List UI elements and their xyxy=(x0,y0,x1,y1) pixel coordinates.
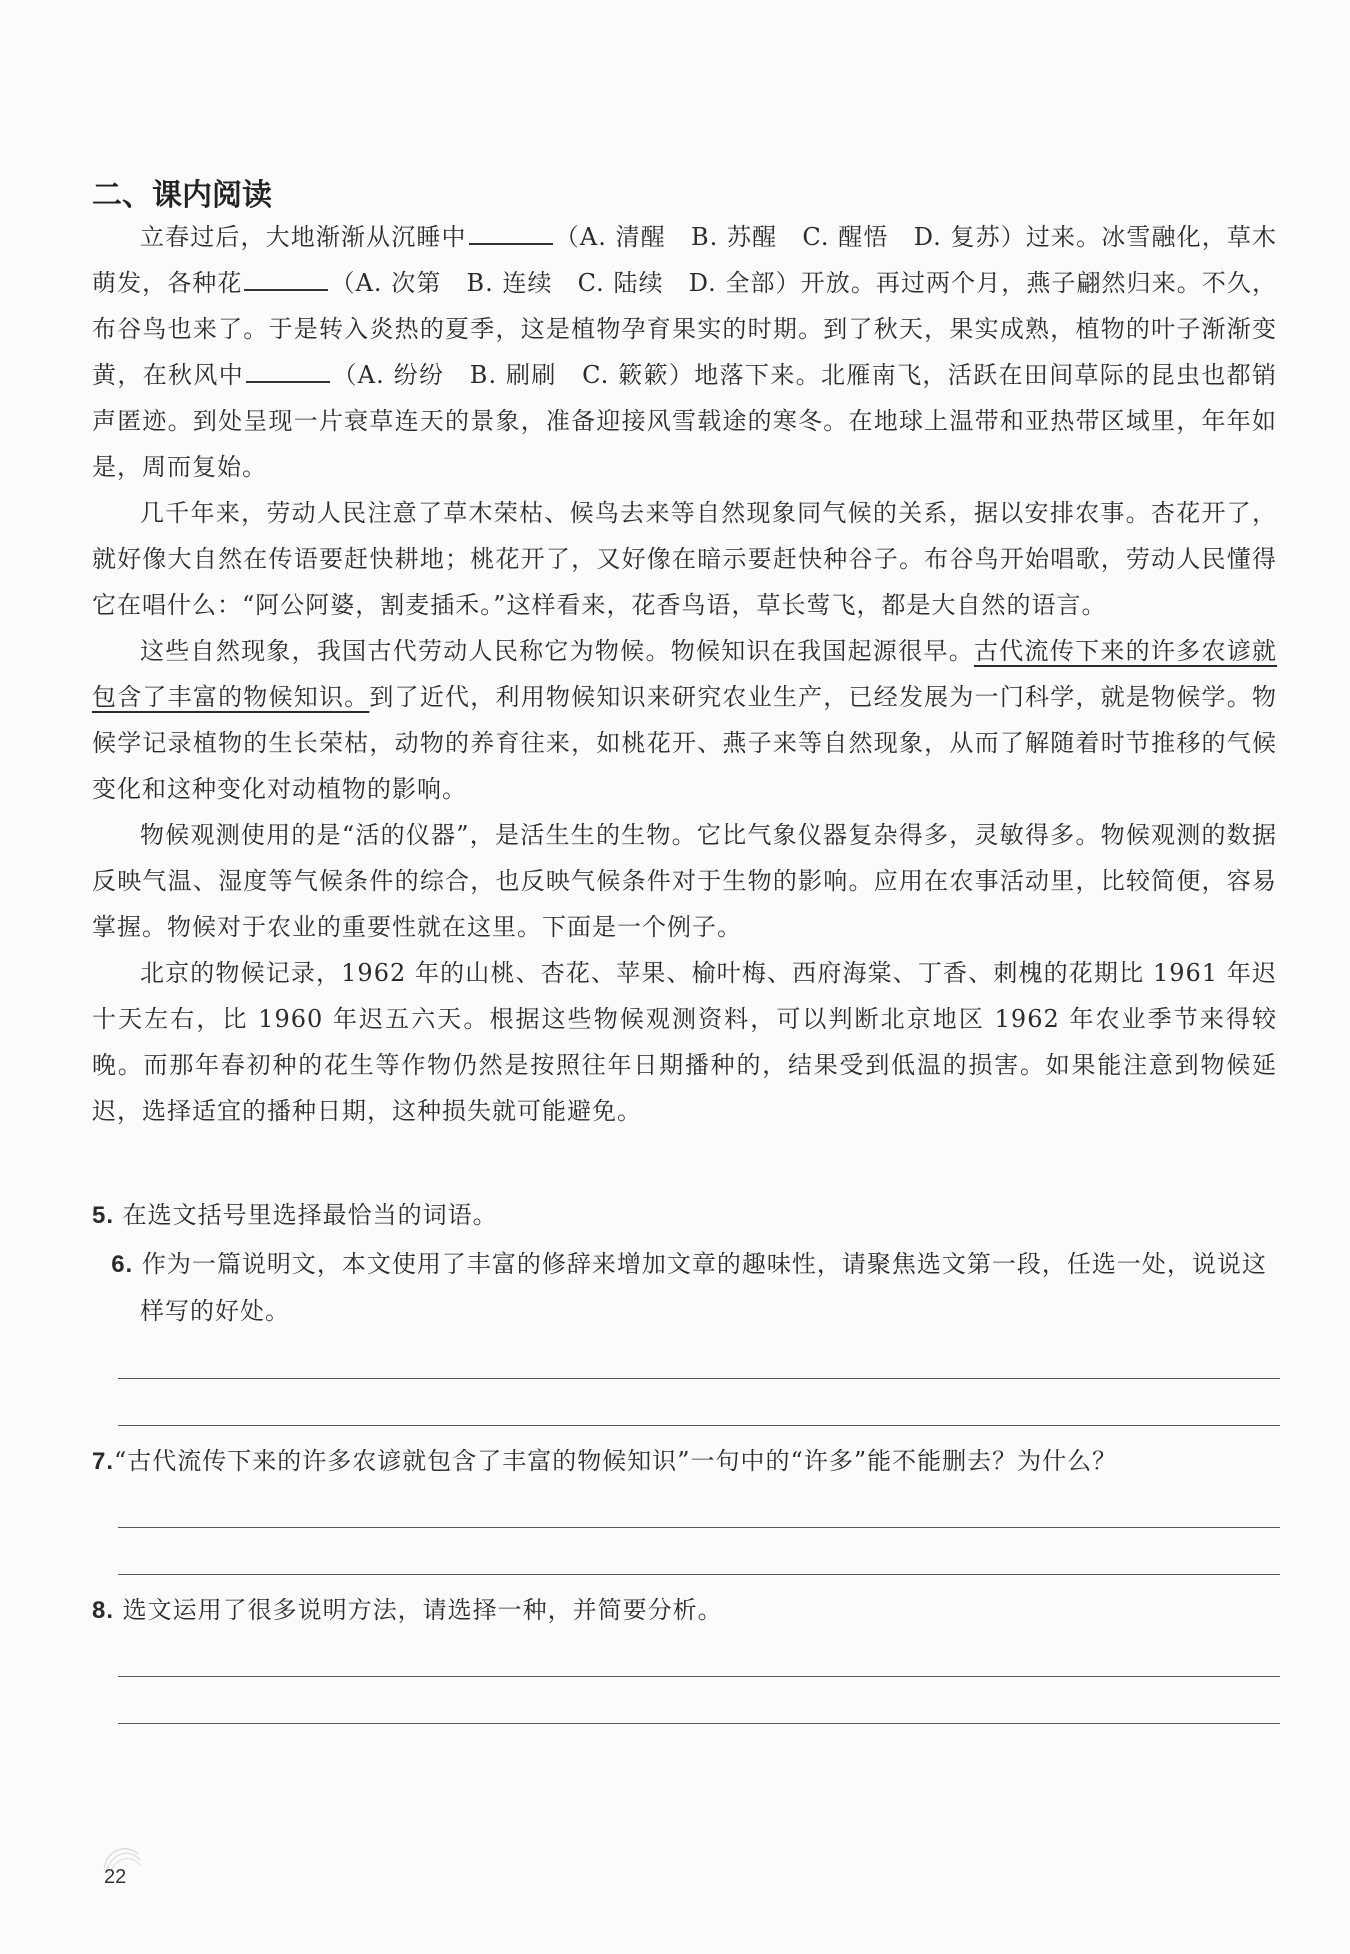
section-title: 二、课内阅读 xyxy=(92,178,272,213)
p3-text-b: 到了近代，利用物候知识来研究农业生产，已经发展为一门科学，就是物候学。物候学记录植物的生长荣枯，动物的养育往来，如桃花开、燕子来等自然现象，从而了解随着时节推移的气候变化和这种变化对动植物的影响。 xyxy=(92,683,1277,803)
passage-paragraph-2: 几千年来，劳动人民注意了草木荣枯、候鸟去来等自然现象同气候的关系，据以安排农事。杏花开了，就好像大自然在传语要赶快耕地；桃花开了，又好像在暗示要赶快种谷子。布谷鸟开始唱歌，劳动人民懂得它在唱什么：“阿公阿婆，割麦插禾。”这样看来，花香鸟语，草长莺飞，都是大自然的语言。 xyxy=(92,499,1277,619)
question-list xyxy=(92,1192,1277,1724)
question-5 xyxy=(92,1192,1277,1239)
passage-paragraph-4: 物候观测使用的是“活的仪器”，是活生生的生物。它比气象仪器复杂得多，灵敏得多。物候观测的数据反映气温、湿度等气候条件的综合，也反映气候条件对于生物的影响。应用在农事活动里，比较简便，容易掌握。物候对于农业的重要性就在这里。下面是一个例子。 xyxy=(92,821,1277,941)
p1-text-b: （A. 清醒 B. 苏醒 C. 醒悟 D. 复苏）过来。冰雪融化，草木萌发，各种花 xyxy=(92,223,1277,297)
p1-text-c: （A. 次第 B. 连续 C. 陆续 D. 全部）开放。再过两个月，燕子翩然归来。不久，布谷鸟也来了。于是转入炎热的夏季，这是植物孕育果实的时期。到了秋天，果实成熟，植物的叶子渐渐变黄，在秋风中 xyxy=(92,269,1277,389)
question-number: 7. xyxy=(92,1448,115,1475)
passage-paragraph-1 xyxy=(92,214,1277,490)
p3-text-a: 这些自然现象，我国古代劳动人民称它为物候。物候知识在我国起源很早。 xyxy=(140,637,974,665)
answer-line[interactable] xyxy=(118,1677,1280,1724)
question-text: “古代流传下来的许多农谚就包含了丰富的物候知识”一句中的“许多”能不能删去？为什么？ xyxy=(114,1447,1118,1475)
question-7 xyxy=(92,1438,1277,1485)
p1-text-a: 立春过后，大地渐渐从沉睡中 xyxy=(140,223,467,251)
reading-passage xyxy=(92,214,1277,1134)
question-text: 选文运用了很多说明方法，请选择一种，并简要分析。 xyxy=(122,1596,723,1624)
question-8 xyxy=(92,1587,1277,1634)
answer-line[interactable] xyxy=(118,1334,1280,1379)
answer-line[interactable] xyxy=(118,1485,1280,1528)
passage-paragraph-3 xyxy=(92,628,1277,812)
fill-blank-1[interactable] xyxy=(469,217,553,245)
fill-blank-3[interactable] xyxy=(246,355,330,383)
page-number: 22 xyxy=(104,1866,127,1888)
p1-text-d: （A. 纷纷 B. 刷刷 C. 簌簌）地落下来。北雁南飞，活跃在田间草际的昆虫也都销声匿迹。到处呈现一片衰草连天的景象，准备迎接风雪载途的寒冬。在地球上温带和亚热带区域里，年年如是，周而复始。 xyxy=(92,361,1277,481)
answer-line[interactable] xyxy=(118,1379,1280,1426)
question-6 xyxy=(92,1241,1277,1334)
answer-line[interactable] xyxy=(118,1528,1280,1575)
underlined-sentence: 古代流传下来的许多农谚就包含了丰富的物候知识。 xyxy=(92,637,1277,711)
answer-line[interactable] xyxy=(118,1634,1280,1677)
question-number: 6. xyxy=(111,1251,134,1278)
question-number: 8. xyxy=(92,1597,115,1624)
question-number: 5. xyxy=(92,1202,115,1229)
fill-blank-2[interactable] xyxy=(244,263,328,291)
passage-paragraph-5: 北京的物候记录，1962 年的山桃、杏花、苹果、榆叶梅、西府海棠、丁香、刺槐的花期比 1961 年迟十天左右，比 1960 年迟五六天。根据这些物候观测资料，可以判断北京地区 1962 年农业季节来得较晚。而那年春初种的花生等作物仍然是按照往年日期播种的，结果受到低温的损害。如果能注意到物候延迟，选择适宜的播种日期，这种损失就可能避免。 xyxy=(92,959,1277,1125)
question-text: 作为一篇说明文，本文使用了丰富的修辞来增加文章的趣味性，请聚焦选文第一段，任选一处，说说这样写的好处。 xyxy=(140,1250,1267,1325)
question-text: 在选文括号里选择最恰当的词语。 xyxy=(122,1201,498,1229)
